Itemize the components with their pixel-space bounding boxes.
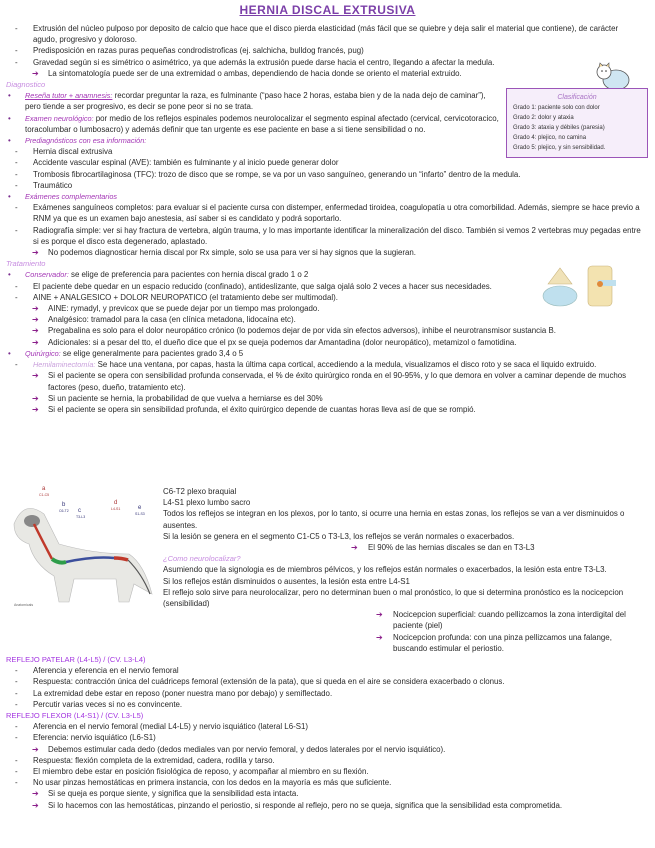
list-item: ➔ AINE: rymadyl, y previcox que se puede dejar por un tiempo mas prolongado. — [0, 303, 655, 314]
list-item: - Traumático — [0, 180, 655, 191]
text-line: C6-T2 plexo braquial — [163, 487, 237, 496]
list-item: - No usar pinzas hemostáticas en primera instancia, con los dedos en la mayoría es más que suficiente. — [0, 777, 655, 788]
list-item: - AINE + ANALGESICO + DOLOR NEUROPATICO (el tratamiento debe ser multimodal). — [0, 292, 655, 303]
dog-label: S1-S3 — [135, 512, 145, 516]
text-line: Asumiendo que la signologia es de miembros pélvicos, y los reflejos están normales o exacerbados, la lesión esta entre T3-L3. — [163, 565, 607, 575]
list-item: ➔ Debemos estimular cada dedo (dedos mediales van por nervio femoral, y dedos laterales por el nervio isquiático). — [0, 744, 655, 755]
grade-item: Grado 5: plejico, y sin sensibilidad. — [513, 145, 606, 151]
list-item: - Eferencia: nervio isquiático (L6-S1) — [0, 732, 655, 743]
list-item — [0, 191, 655, 202]
list-item — [0, 90, 655, 112]
section-heading-neurolocalizar: ¿Como neurolocalizar? — [163, 554, 241, 564]
list-item: ➔ Si el paciente se opera sin sensibilidad profunda, el éxito quirúrgico depende de cuantas horas lleva así de que se rompió. — [0, 404, 655, 415]
dog-label: e — [138, 505, 142, 511]
list-item: ➔ Si se queja es porque siente, y significa que la sensibilidad esta intacta. — [0, 788, 655, 799]
item-text: se elige generalmente para pacientes grado 3,4 o 5 — [60, 348, 244, 358]
list-item — [0, 113, 655, 135]
section-heading-flexor: REFLEJO FLEXOR (L4-S1) / (CV. L3-L5) — [6, 711, 144, 721]
list-item: - Respuesta: contracción única del cuádriceps femoral (extensión de la pata), que si queda en el aire se considera exacerbado o clonus. — [0, 676, 655, 687]
clasificacion-title: Clasificación — [557, 94, 597, 101]
list-item: - Predisposición en razas puras pequeñas condrodistroficas (ej. salchicha, bulldog francés, pug) — [0, 45, 655, 56]
list-item: ➔ El 90% de las hernias discales se dan en T3-L3 — [163, 542, 655, 553]
list-item — [0, 135, 655, 146]
item-label: Conservador: — [25, 270, 69, 280]
list-item: - El miembro debe estar en posición fisiológica de reposo, y acompañar al miembro en su flexión. — [0, 766, 655, 777]
list-item: - Exámenes sanguíneos completos: para evaluar si el paciente cursa con distemper, enfermedad tiroidea, coagulopatía u otra comorbilidad. Además, siempre se hace previo a RNM ya que es un examen bajo anestesia, así saber si es candidato y podrá soportarlo. — [0, 202, 655, 224]
section-heading-patelar: REFLEJO PATELAR (L4-L5) / (CV. L3-L4) — [6, 655, 146, 664]
list-item — [0, 348, 655, 359]
list-item: ➔ Si lo hacemos con las hemostáticas, pinzando el periostio, si responde al reflejo, pero no se queja, significa que la sensibilidad esta comprometida. — [0, 800, 655, 811]
list-item: ➔ Analgésico: tramadol para la casa (en clínica metadona, lidocaína etc). — [0, 314, 655, 325]
dog-label: a — [42, 486, 46, 492]
section-heading-tratamiento: Tratamiento — [6, 259, 46, 269]
item-text: Se hace una ventana, por capas, hasta la última capa cortical, accediendo a la medula, visualizamos el disco roto y se saca el liquido extruido. — [95, 360, 597, 370]
dog-label: d — [114, 500, 118, 506]
item-text: recordar preguntar la raza, es fulminante (“paso hace 2 horas, estaba bien y de la nada dejo de caminar”), pero tiende a ser progresivo, es decir se pone peor si no se trata. — [25, 91, 486, 112]
dog-label: C6-T2 — [59, 509, 69, 513]
list-item: ➔ Nocicepcion profunda: con una pinza pellizcamos una falange, buscando estimular el periostio. — [163, 632, 655, 654]
list-item: - Accidente vascular espinal (AVE): también es fulminante y al inicio puede generar dolor — [0, 157, 655, 168]
item-label: Reseña tutor + anamnesis: — [25, 91, 113, 101]
list-item: - Gravedad según si es simétrico o asimétrico, ya que además la extrusión puede darse hacia el centro, llegando a afectar la medula. — [0, 57, 655, 68]
list-item: ➔ Nocicepcion superficial: cuando pellizcamos la zona interdigital del paciente (piel) — [163, 609, 655, 631]
item-label: Hemilaminectomía: — [33, 360, 96, 370]
item-text: se elige de preferencia para pacientes con hernia discal grado 1 o 2 — [68, 270, 309, 280]
grade-item: Grado 3: ataxia y débiles (paresia) — [513, 125, 605, 131]
list-item: ➔ Si el paciente se opera con sensibilidad profunda conservada, el % de éxito quirúrgico ronda en el 90-95%, y lo que demora en volver a caminar depende de muchos factores (peso, dueño, tratamiento etc). — [0, 370, 655, 392]
list-item: - Trombosis fibrocartilaginosa (TFC): trozo de disco que se rompe, se va por un vaso sanguíneo, generando un “infarto” dentro de la medula. — [0, 169, 655, 180]
vertebra-illustration — [540, 262, 618, 308]
list-item: - Radiografía simple: ver si hay fractura de vertebra, algún trauma, y lo mas importante identificar la mineralización del disco. También si vemos 2 vertebras muy pegadas entre si es porque el disco esta degenerado, aplastado. — [0, 225, 655, 247]
dog-label: b — [62, 502, 66, 508]
list-item: ➔ Adicionales: si a pesar del tto, el dueño dice que el px se queja podemos dar Amantadina (dolor neuropático), metamizol o famotidina. — [0, 337, 655, 348]
list-item: - Respuesta: flexión completa de la extremidad, cadera, rodilla y tarso. — [0, 755, 655, 766]
dog-label: C1-C5 — [39, 493, 50, 497]
item-label: Quirúrgico: — [25, 348, 61, 358]
text-line: Si los reflejos están disminuidos o ausentes, la lesión esta entre L4-S1 — [163, 576, 410, 586]
grade-item: Grado 4: plejico, no camina — [513, 135, 587, 141]
item-label: Prediagnósticos con esa información: — [25, 136, 147, 146]
list-item: ➔ Pregabalina es solo para el dolor neuropático crónico (lo podemos dejar de por vida sin efectos adversos), inhibe el neurotransmisor sustancia B. — [0, 325, 655, 336]
list-item: ➔ No podemos diagnosticar hernia discal por Rx simple, solo se usa para ver si hay signos que la sugieran. — [0, 247, 655, 258]
dog-caption: Anatomicals — [14, 603, 34, 607]
item-label: Exámenes complementarios — [25, 192, 118, 202]
item-label: Examen neurológico: — [25, 113, 94, 123]
dog-label: L4-S1 — [111, 507, 121, 511]
list-item: ➔ La sintomatología puede ser de una extremidad o ambas, dependiendo de hacia donde se oriento el material extruido. — [0, 68, 655, 79]
text-line: El reflejo solo sirve para neurolocalizar, pero no determinan buen o mal pronóstico, lo que si determina pronóstico es la nocicepcion (sensibilidad) — [163, 587, 624, 609]
list-item: - Hernia discal extrusiva — [0, 146, 655, 157]
list-item: - La extremidad debe estar en reposo (poner nuestra mano por debajo) y semiflectado. — [0, 688, 655, 699]
dog-label: T3-L3 — [76, 515, 86, 519]
neuro-section — [0, 486, 655, 654]
text-line: L4-S1 plexo lumbo sacro — [163, 498, 251, 508]
list-item — [0, 359, 655, 370]
grade-item: Grado 2: dolor y ataxia — [513, 115, 574, 121]
list-item: ➔ Si un paciente se hernia, la probabilidad de que vuelva a herniarse es del 30% — [0, 393, 655, 404]
section-heading-diagnostico: Diagnostico — [6, 80, 46, 90]
reflejos-section — [0, 654, 655, 811]
text-line: Si la lesión se genera en el segmento C1-C5 o T3-L3, los reflejos se verán normales o exacerbados. — [163, 531, 515, 541]
list-item: - Percutir varias veces si no es convincente. — [0, 699, 655, 710]
list-item: - Aferencia en el nervio femoral (medial L4-L5) y nervio isquiático (lateral L6-S1) — [0, 721, 655, 732]
dog-label: c — [78, 508, 81, 514]
text-line: Todos los reflejos se integran en los plexos, por lo tanto, si ocurre una hernia en estas zonas, los reflejos se van a ver disminuidos o ausentes. — [163, 509, 625, 530]
list-item: - El paciente debe quedar en un espacio reducido (confinado), antideslizante, que salga ojalá solo 2 veces a hacer sus necesidades. — [0, 281, 655, 292]
page-title: HERNIA DISCAL EXTRUSIVA — [239, 3, 416, 17]
intro-section — [0, 23, 655, 415]
list-item: - Aferencia y eferencia en el nervio femoral — [0, 665, 655, 676]
list-item: - Extrusión del núcleo pulposo por deposito de calcio que hace que el disco pierda elasticidad (más fácil que se quiebre y deja salir el material que contiene), de carácter agudo, progresivo y doloroso. — [0, 23, 655, 45]
item-text: por medio de los reflejos espinales podemos neurolocalizar el segmento espinal afectado (cervical, cervicotoracico, toracolumbar o lumbosacro) y además definir que tan urgente es ese paciente en base a si tiene sensibilidad o no. — [25, 113, 499, 134]
grade-item: Grado 1: paciente solo con dolor — [513, 105, 600, 111]
